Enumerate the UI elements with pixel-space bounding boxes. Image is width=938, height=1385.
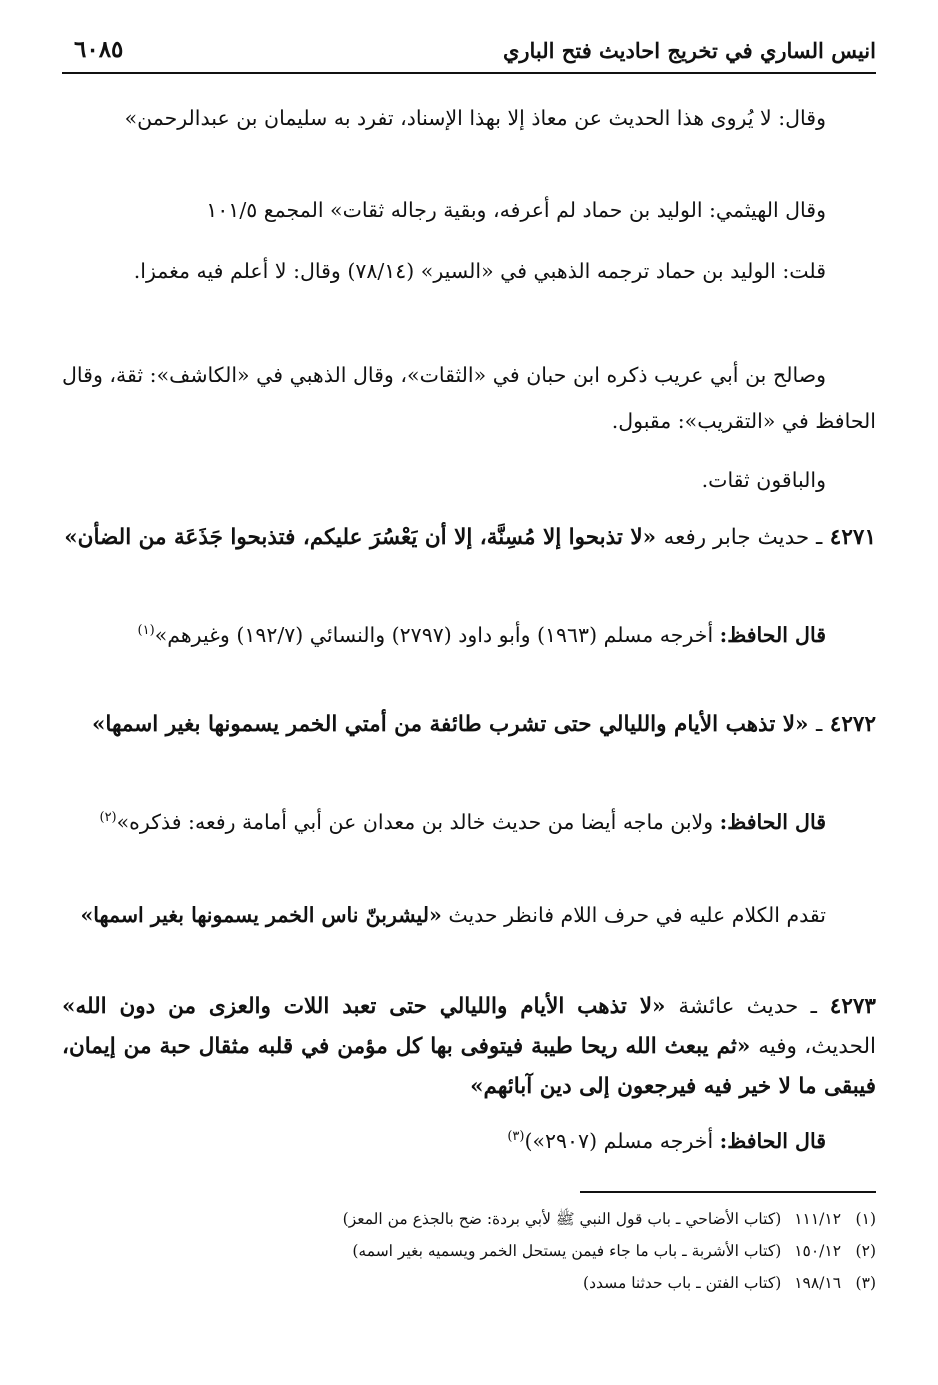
footnote-ref: (٢) <box>99 810 117 825</box>
footnote-number: (١) <box>855 1210 876 1228</box>
footnote-1 <box>62 1205 876 1234</box>
running-title: انيس الساري في تخريج احاديث فتح الباري <box>502 38 876 63</box>
hafiz-text: أخرجه مسلم (١٩٦٣) وأبو داود (٢٧٩٧) والنسائي (١٩٢/٧) وغيرهم» <box>154 622 714 647</box>
paragraph-haythami: وقال الهيثمي: الوليد بن حماد لم أعرفه، وبقية رجاله ثقات» المجمع ١٠١/٥ <box>206 198 826 222</box>
hafiz-label: قال الحافظ: <box>719 622 826 647</box>
hafiz-comment-4273 <box>62 1114 826 1164</box>
hadith-4273 <box>62 987 876 1107</box>
hadith-text: «لا تذهب الأيام والليالي حتى تشرب طائفة من أمتي الخمر يسمونها بغير اسمها» <box>91 712 809 737</box>
footnote-number: (٣) <box>855 1274 876 1292</box>
hafiz-text: أخرجه مسلم (٢٩٠٧») <box>524 1128 714 1153</box>
paragraph-quote-end: وقال: لا يُروى هذا الحديث عن معاذ إلا بهذا الإسناد، تفرد به سليمان بن عبدالرحمن» <box>124 106 826 130</box>
footnote-ref: ١٩٨/١٦ <box>794 1274 842 1292</box>
footnote-divider <box>580 1191 876 1193</box>
footnote-ref: ١٥٠/١٢ <box>794 1242 842 1260</box>
footnote-2 <box>62 1237 876 1266</box>
paragraph-baqun: والباقون ثقات. <box>701 468 826 492</box>
hafiz-label: قال الحافظ: <box>719 809 826 834</box>
hadith-number: ٤٢٧٣ <box>829 994 876 1019</box>
paragraph-salih: وصالح بن أبي عريب ذكره ابن حبان في «الثقات»، وقال الذهبي في «الكاشف»: ثقة، وقال الحافظ في «التقريب»: مقبول. <box>62 363 876 433</box>
page-number: ٦٠٨٥ <box>74 36 124 63</box>
hadith-text: «لا تذهب الأيام والليالي حتى تعبد اللات والعزى من دون الله» <box>62 994 666 1019</box>
cross-reference-note <box>62 892 876 938</box>
hadith-intro: ـ حديث جابر رفعه <box>663 525 823 550</box>
footnote-text: (كتاب الأضاحي ـ باب قول النبي ﷺ لأبي بردة: ضح بالجذع من المعز) <box>342 1210 782 1228</box>
footnote-3 <box>62 1269 876 1298</box>
footnote-ref: ١١١/١٢ <box>794 1210 842 1228</box>
hafiz-label: قال الحافظ: <box>719 1128 826 1153</box>
footnote-text: (كتاب الفتن ـ باب حدثنا مسدد) <box>583 1274 782 1292</box>
note-text: تقدم الكلام عليه في حرف اللام فانظر حديث <box>448 903 826 927</box>
header-divider <box>62 72 876 74</box>
hafiz-comment-4272 <box>62 795 876 845</box>
footnote-text: (كتاب الأشربة ـ باب ما جاء فيمن يستحل الخمر ويسميه بغير اسمه) <box>352 1242 782 1260</box>
footnote-number: (٢) <box>855 1242 876 1260</box>
hafiz-comment-4271 <box>62 608 876 658</box>
hadith-4272 <box>62 703 876 746</box>
footnote-ref: (١) <box>137 623 155 638</box>
note-hadith: «ليشربنّ ناس الخمر يسمونها بغير اسمها» <box>80 903 442 927</box>
page-header <box>62 30 876 70</box>
hadith-text: «لا تذبحوا إلا مُسِنَّة، إلا أن يَعْسُرَ عليكم، فتذبحوا جَذَعَة من الضأن» <box>64 525 657 550</box>
hadith-number: ٤٢٧١ <box>829 525 876 550</box>
hadith-intro: ـ حديث عائشة <box>678 994 817 1019</box>
paragraph-qultu: قلت: الوليد بن حماد ترجمه الذهبي في «السير» (٧٨/١٤) وقال: لا أعلم فيه مغمزا. <box>133 259 826 283</box>
hafiz-text: ولابن ماجه أيضا من حديث خالد بن معدان عن أبي أمامة رفعه: فذكره» <box>116 809 714 834</box>
hadith-intro: ـ <box>815 712 823 737</box>
hadith-mid: الحديث، وفيه <box>758 1034 876 1059</box>
hadith-number: ٤٢٧٢ <box>829 712 876 737</box>
hadith-text-2: «ثم يبعث الله ريحا طيبة فيتوفى بها كل مؤمن في قلبه مثقال حبة من إيمان، فيبقى ما لا خير فيه فيرجعون إلى دين آبائهم» <box>62 1034 876 1099</box>
hadith-4271 <box>62 516 876 559</box>
footnote-ref: (٣) <box>507 1129 525 1144</box>
